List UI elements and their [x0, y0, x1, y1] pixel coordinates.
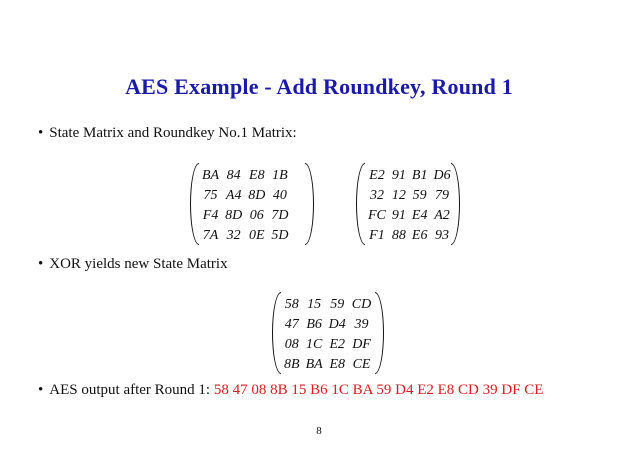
matrix-cell: 79	[435, 188, 450, 203]
matrix-cell: E2	[329, 337, 346, 352]
matrix-cell: E8	[329, 357, 346, 372]
matrix-cell: BA	[202, 168, 220, 183]
matrix-cell: 47	[284, 317, 299, 332]
matrix-cell: A4	[225, 188, 242, 203]
right-paren	[375, 292, 384, 374]
matrix-cell: 32	[226, 228, 241, 243]
matrix-cell: E4	[411, 208, 428, 223]
bullet-icon: •	[38, 382, 44, 398]
bullet-icon: •	[38, 125, 44, 141]
matrix-cell: 1B	[272, 168, 288, 183]
matrix-cell: 15	[307, 297, 322, 312]
bullet-state-and-roundkey	[38, 124, 297, 142]
matrix-cell: 06	[249, 208, 264, 223]
matrix-cell: BA	[305, 357, 323, 372]
matrix-cell: 91	[391, 208, 406, 223]
left-paren	[356, 163, 365, 245]
matrix-cell: 5D	[271, 228, 289, 243]
matrix-cell: 8D	[225, 208, 243, 223]
matrix-cell: 7A	[202, 228, 219, 243]
bullet-xor-result	[38, 255, 228, 273]
left-paren	[272, 292, 281, 374]
matrix-cell: F1	[369, 228, 385, 243]
matrix-cell: 1C	[305, 337, 323, 352]
matrix-cell: 8D	[248, 188, 266, 203]
matrix-cell: 84	[226, 168, 241, 183]
matrix-cell: D4	[328, 317, 346, 332]
matrix-cell: 88	[391, 228, 406, 243]
matrix-cell: DF	[352, 337, 371, 352]
matrix-cell: 39	[354, 317, 369, 332]
bullet-text: AES output after Round 1:	[49, 382, 214, 398]
matrix-cell: 58	[284, 297, 299, 312]
matrix-cell: 59	[412, 188, 427, 203]
bullet-icon: •	[38, 256, 44, 272]
right-paren	[451, 163, 460, 245]
matrix-cell: F4	[202, 208, 219, 223]
matrix-cell: 59	[330, 297, 345, 312]
matrix-cell: E2	[369, 168, 385, 183]
matrix-cell: 7D	[271, 208, 289, 223]
matrix-cell: B1	[411, 168, 428, 183]
matrix-cell: 75	[203, 188, 218, 203]
matrix-cell: D6	[433, 168, 451, 183]
result-state-matrix	[272, 292, 384, 374]
matrix-cell: E6	[411, 228, 428, 243]
aes-output-value: 58 47 08 8B 15 B6 1C BA 59 D4 E2 E8 CD 39 DF CE	[213, 382, 544, 398]
bullet-text: State Matrix and Roundkey No.1 Matrix:	[49, 125, 297, 141]
slide-title: AES Example - Add Roundkey, Round 1	[125, 74, 513, 99]
matrix-cell: A2	[434, 208, 450, 223]
matrix-cell: 93	[435, 228, 450, 243]
page-number: 8	[316, 425, 322, 437]
roundkey-matrix	[356, 163, 460, 245]
matrix-cell: 12	[391, 188, 406, 203]
state-matrix	[190, 163, 314, 245]
right-paren	[305, 163, 314, 245]
matrix-cell: 91	[391, 168, 406, 183]
bullet-text: XOR yields new State Matrix	[49, 256, 228, 272]
matrix-cell: B6	[306, 317, 322, 332]
bullet-aes-output	[38, 381, 543, 399]
left-paren	[190, 163, 199, 245]
matrix-cell: 8B	[284, 357, 300, 372]
matrix-cell: 08	[284, 337, 299, 352]
matrix-cell: FC	[368, 208, 386, 223]
matrix-cell: 32	[369, 188, 384, 203]
matrix-cell: 40	[272, 188, 287, 203]
matrix-cell: CE	[352, 357, 371, 372]
matrix-cell: CD	[351, 297, 372, 312]
matrix-cell: E8	[249, 168, 265, 183]
matrix-cell: 0E	[249, 228, 265, 243]
